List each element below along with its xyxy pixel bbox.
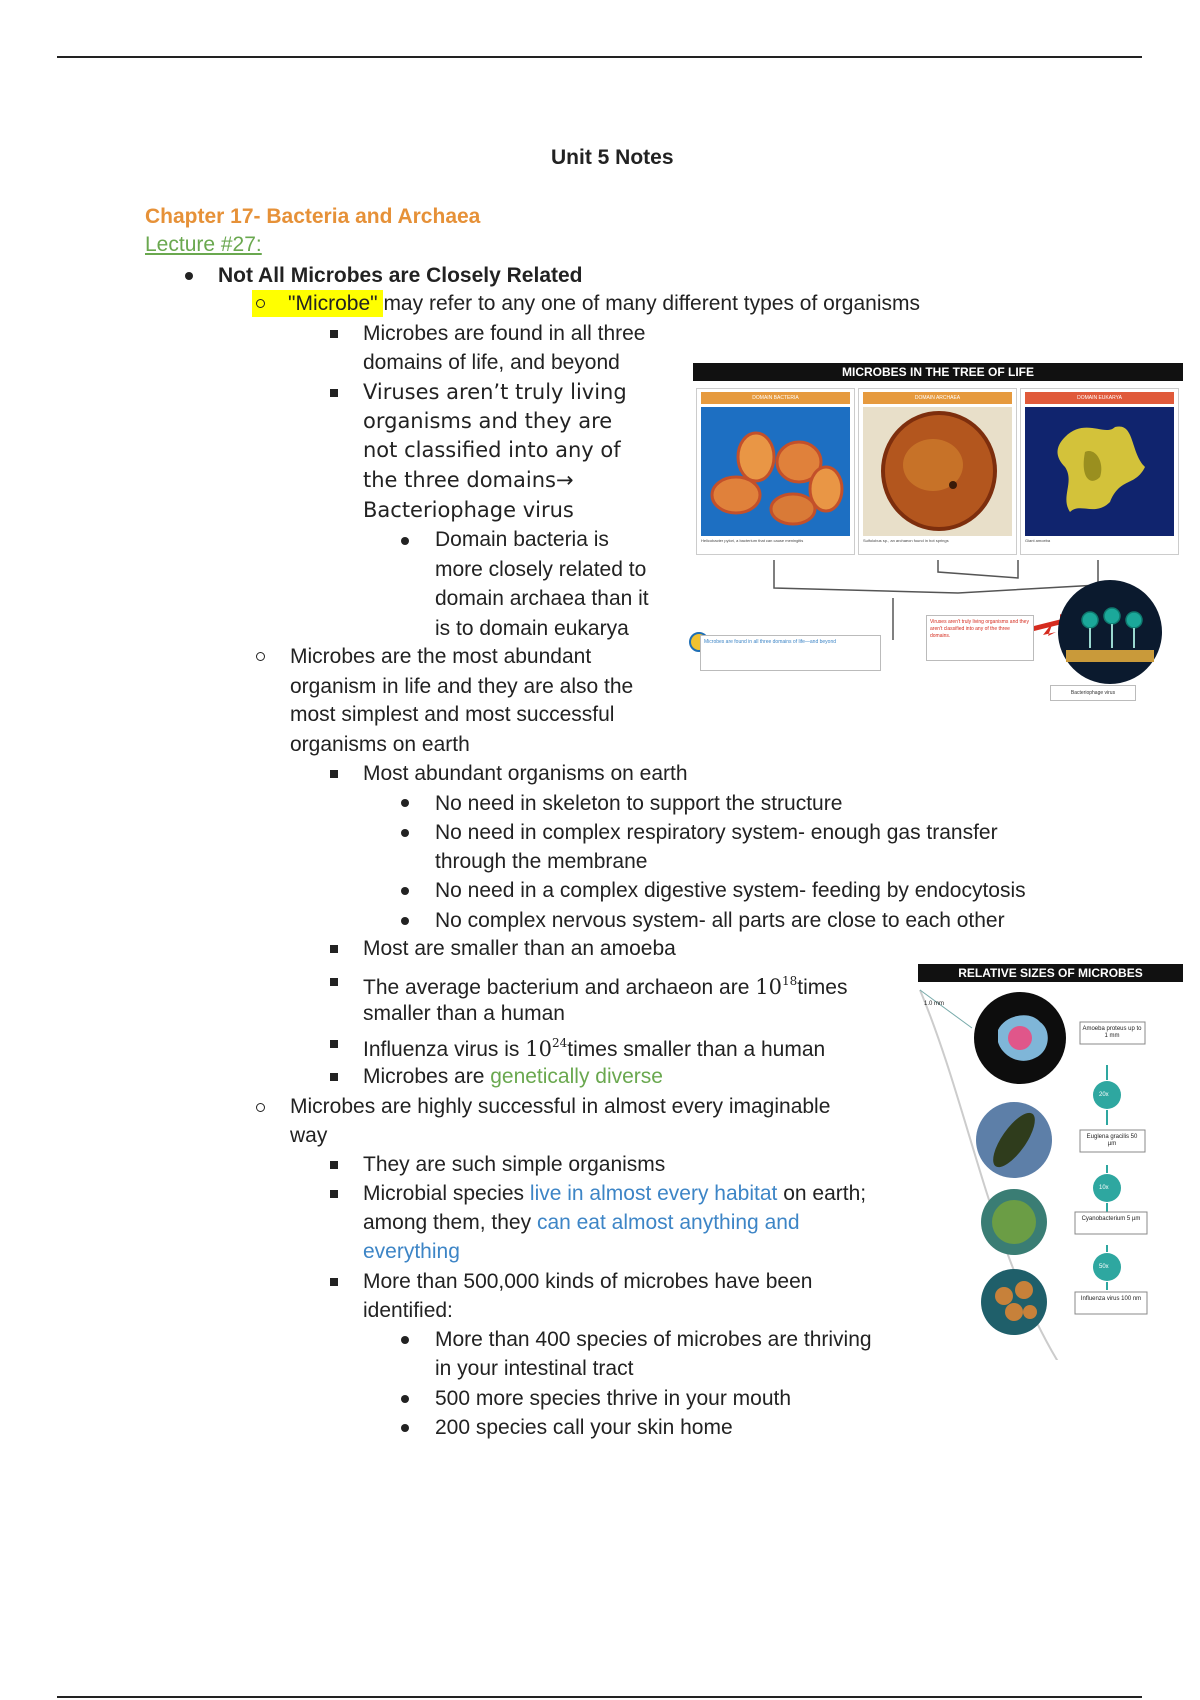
text-line: [363, 967, 847, 1002]
relative-sizes-graphic: [910, 960, 1200, 1360]
bullet-square: [330, 330, 338, 338]
bullet-disc: [401, 887, 409, 895]
text-line: Microbes are the most abundant: [290, 645, 592, 668]
scale-label: 1.0 mm: [924, 1001, 945, 1007]
text-line: domain archaea than it: [435, 587, 649, 610]
callout-domains: Microbes are found in all three domains of life—and beyond: [700, 635, 881, 671]
bullet-disc: [401, 1336, 409, 1344]
cyanobacterium-label: Cyanobacterium 5 µm: [1081, 1216, 1141, 1222]
bullet-disc: [401, 829, 409, 837]
page-title: Unit 5 Notes: [551, 146, 674, 169]
text-line: No need in a complex digestive system- feeding by endocytosis: [435, 879, 1026, 902]
exponent: 24: [551, 1036, 568, 1050]
text-line: No complex nervous system- all parts are close to each other: [435, 909, 1005, 932]
section-heading: Not All Microbes are Closely Related: [218, 264, 583, 287]
text-span: Influenza virus is: [363, 1038, 526, 1061]
text-line: Microbes are highly successful in almost every imaginable: [290, 1095, 831, 1118]
euglena-label: Euglena gracilis 50 µm: [1086, 1134, 1138, 1147]
ratio-badge: 50x: [1099, 1264, 1109, 1270]
text-span: may refer to any one of many different types of organisms: [377, 292, 920, 315]
bullet-disc: [401, 1424, 409, 1432]
panel-caption: Sulfolobus sp., an archaeon found in hot springs: [863, 538, 949, 543]
text-span: Microbial species: [363, 1182, 530, 1205]
text-line: Domain bacteria is: [435, 528, 609, 551]
text-line: identified:: [363, 1299, 453, 1322]
ratio-badge: 10x: [1099, 1185, 1109, 1191]
bullet-square: [330, 978, 338, 986]
highlighted-term: "Microbe": [288, 292, 378, 315]
exponent-base: 10: [525, 1037, 552, 1061]
bottom-rule: [57, 1696, 1142, 1698]
panel-header: DOMAIN ARCHAEA: [863, 392, 1012, 404]
bullet-square: [330, 945, 338, 953]
bullet-disc: [185, 272, 193, 280]
phage-label: Bacteriophage virus: [1050, 685, 1136, 701]
top-rule: [57, 56, 1142, 58]
text-line: No need in skeleton to support the structure: [435, 792, 843, 815]
panel-header: DOMAIN BACTERIA: [701, 392, 850, 404]
highlighted-term: genetically diverse: [490, 1065, 663, 1088]
text-line: in your intestinal tract: [435, 1357, 634, 1380]
panel-caption: Helicobacter pylori, a bacterium that can cause meningitis: [701, 538, 804, 543]
text-line: domains of life, and beyond: [363, 351, 620, 374]
panel-header: DOMAIN EUKARYA: [1025, 392, 1174, 404]
bullet-disc: [401, 917, 409, 925]
text-span: among them, they: [363, 1211, 537, 1234]
text-span: times: [797, 976, 848, 999]
influenza-label: Influenza virus 100 nm: [1080, 1296, 1142, 1302]
text-line: the three domains→: [363, 468, 574, 492]
text-line: Bacteriophage virus: [363, 498, 574, 522]
text-line: No need in complex respiratory system- enough gas transfer: [435, 821, 998, 844]
ratio-badge: 20x: [1099, 1092, 1109, 1098]
text-line: more closely related to: [435, 558, 647, 581]
highlighted-term: everything: [363, 1240, 460, 1263]
text-line: 500 more species thrive in your mouth: [435, 1387, 792, 1410]
text-line: most simplest and most successful: [290, 703, 615, 726]
text-line: [363, 1029, 825, 1064]
lecture-link[interactable]: Lecture #27:: [145, 233, 262, 256]
relative-sizes-figure: [910, 960, 1200, 1360]
bullet-square: [330, 770, 338, 778]
callout-viruses: Viruses aren't truly living organisms and they aren't classified into any of the three domains.: [926, 615, 1034, 661]
text-span: Microbes are: [363, 1065, 491, 1088]
text-line: Most abundant organisms on earth: [363, 762, 688, 785]
text-line: organism in life and they are also the: [290, 675, 634, 698]
text-line: organisms on earth: [290, 733, 470, 756]
chapter-heading: Chapter 17- Bacteria and Archaea: [145, 205, 481, 228]
highlighted-term: live in almost every habitat: [529, 1182, 778, 1205]
bullet-disc: [401, 1395, 409, 1403]
text-line: organisms and they are: [363, 409, 613, 433]
text-span: times smaller than a human: [567, 1038, 826, 1061]
text-line: not classified into any of: [363, 438, 621, 462]
text-line: is to domain eukarya: [435, 617, 629, 640]
text-line: More than 500,000 kinds of microbes have been: [363, 1270, 813, 1293]
highlighted-term: can eat almost anything and: [536, 1211, 800, 1234]
bullet-disc: [401, 537, 409, 545]
bullet-circle: [256, 299, 265, 308]
bullet-square: [330, 1278, 338, 1286]
figure-banner: MICROBES IN THE TREE OF LIFE: [693, 363, 1183, 381]
text-line: Viruses aren’t truly living: [363, 380, 627, 404]
text-line: They are such simple organisms: [363, 1153, 666, 1176]
text-line: More than 400 species of microbes are thriving: [435, 1328, 872, 1351]
amoeba-label: Amoeba proteus up to 1 mm: [1082, 1026, 1142, 1039]
bullet-circle: [256, 652, 265, 661]
bacteriophage-image: [1056, 578, 1164, 691]
bullet-disc: [401, 799, 409, 807]
text-line: [288, 289, 920, 318]
exponent: 18: [781, 974, 798, 988]
text-line: through the membrane: [435, 850, 648, 873]
tree-of-life-figure: [688, 360, 1188, 715]
bullet-square: [330, 1073, 338, 1081]
panel-caption: Giant amoeba: [1025, 538, 1051, 543]
text-line: way: [290, 1124, 328, 1147]
bullet-square: [330, 1040, 338, 1048]
bullet-square: [330, 1161, 338, 1169]
bullet-circle: [256, 1103, 265, 1112]
bullet-square: [330, 1190, 338, 1198]
exponent-base: 10: [755, 975, 782, 999]
text-line: smaller than a human: [363, 1002, 565, 1025]
text-line: Most are smaller than an amoeba: [363, 937, 676, 960]
text-line: [363, 1179, 866, 1208]
text-line: Microbes are found in all three: [363, 322, 646, 345]
text-line: [363, 1062, 663, 1091]
text-span: on earth;: [777, 1182, 867, 1205]
figure-banner: RELATIVE SIZES OF MICROBES: [918, 964, 1183, 982]
text-line: 200 species call your skin home: [435, 1416, 733, 1439]
text-line: [363, 1208, 800, 1237]
bullet-square: [330, 389, 338, 397]
text-span: The average bacterium and archaeon are: [363, 976, 756, 999]
